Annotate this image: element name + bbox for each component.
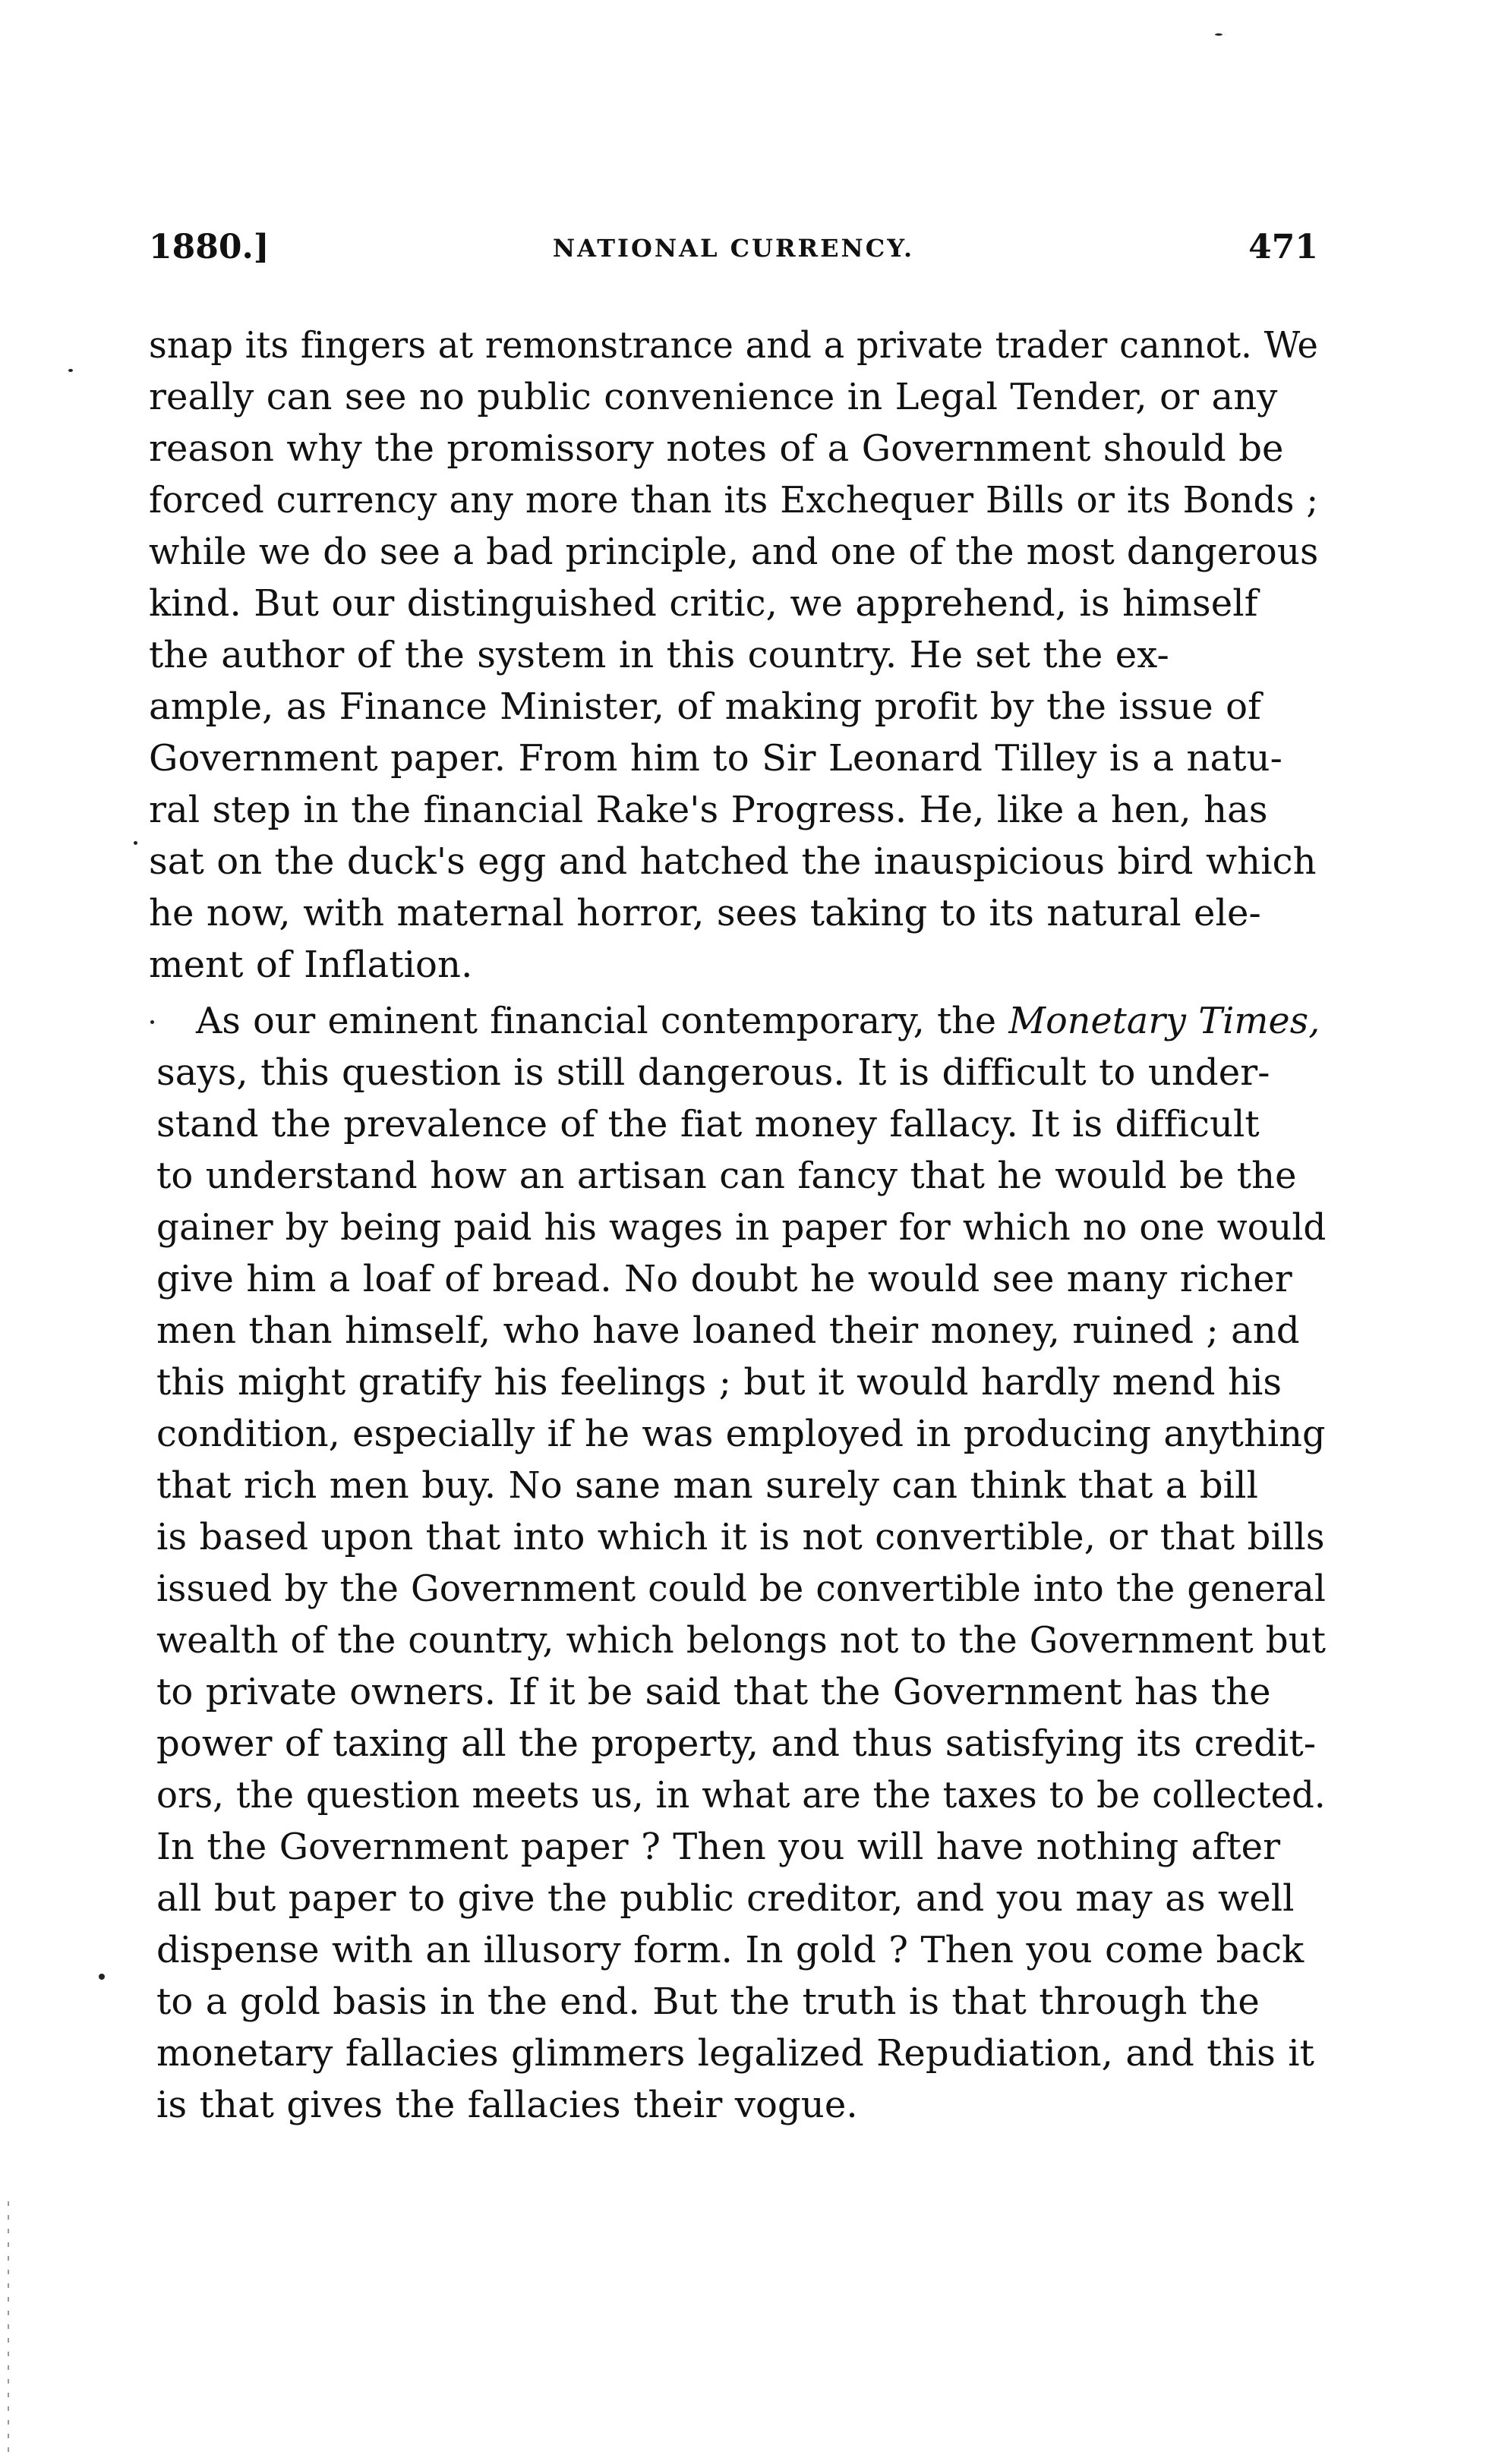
text-line: to a gold basis in the end. But the truth is that through the <box>156 1980 1260 2023</box>
page-number: 471 <box>1248 228 1318 266</box>
text-line: In the Government paper ? Then you will have nothing after <box>156 1826 1281 1868</box>
text-line: dispense with an illusory form. In gold ? Then you come back <box>156 1929 1305 1971</box>
text-line: is that gives the fallacies their vogue. <box>156 2084 858 2126</box>
text-line: stand the prevalence of the fiat money fallacy. It is difficult <box>156 1103 1260 1145</box>
text-line: reason why the promissory notes of a Government should be <box>149 427 1284 470</box>
text-line: Government paper. From him to Sir Leonard Tilley is a natu- <box>149 737 1282 780</box>
text-line: forced currency any more than its Exchequer Bills or its Bonds ; <box>149 479 1319 521</box>
text-line: sat on the duck's egg and hatched the inauspicious bird which <box>149 840 1317 883</box>
text-line: while we do see a bad principle, and one of the most dangerous <box>149 531 1319 573</box>
text-line: to understand how an artisan can fancy that he would be the <box>156 1155 1297 1197</box>
text-line-first <box>196 999 1320 1043</box>
text-line: is based upon that into which it is not convertible, or that bills <box>156 1516 1325 1558</box>
text-run: As our eminent financial contemporary, the <box>196 1000 1009 1042</box>
text-line: give him a loaf of bread. No doubt he would see many richer <box>156 1258 1292 1300</box>
text-line: says, this question is still dangerous. It is difficult to under- <box>156 1051 1270 1094</box>
scan-speck <box>150 1020 154 1024</box>
running-header <box>149 228 1318 281</box>
text-line: wealth of the country, which belongs not to the Government but <box>156 1619 1327 1662</box>
text-line: gainer by being paid his wages in paper for which no one would <box>156 1206 1327 1249</box>
scan-speck <box>68 369 73 372</box>
header-year: 1880.] <box>149 228 270 266</box>
text-line: kind. But our distinguished critic, we apprehend, is himself <box>149 582 1258 625</box>
text-line: that rich men buy. No sane man surely can think that a bill <box>156 1464 1259 1507</box>
scan-speck <box>134 841 137 845</box>
text-line: issued by the Government could be convertible into the general <box>156 1568 1326 1610</box>
scan-speck <box>99 1974 105 1980</box>
text-line: ors, the question meets us, in what are the taxes to be collected. <box>156 1774 1326 1816</box>
text-line: ample, as Finance Minister, of making profit by the issue of <box>149 685 1262 728</box>
text-line: this might gratify his feelings ; but it would hardly mend his <box>156 1361 1282 1404</box>
text-line: snap its fingers at remonstrance and a private trader cannot. We <box>149 324 1319 367</box>
text-line: men than himself, who have loaned their money, ruined ; and <box>156 1309 1300 1352</box>
scan-edge <box>8 2201 9 2459</box>
text-line: power of taxing all the property, and thus satisfying its credit- <box>156 1722 1317 1765</box>
text-line: ral step in the financial Rake's Progress. He, like a hen, has <box>149 789 1268 831</box>
text-line: to private owners. If it be said that the Government has the <box>156 1671 1271 1713</box>
text-line: the author of the system in this country. He set the ex- <box>149 634 1169 676</box>
text-line: he now, with maternal horror, sees taking to its natural ele- <box>149 892 1261 934</box>
scan-speck <box>1215 33 1222 36</box>
text-line: all but paper to give the public creditor, and you may as well <box>156 1877 1295 1920</box>
text-line: ment of Inflation. <box>149 944 473 986</box>
text-line: monetary fallacies glimmers legalized Repudiation, and this it <box>156 2032 1315 2075</box>
italic-title: Monetary Times, <box>1008 1000 1320 1042</box>
text-line: condition, especially if he was employed in producing anything <box>156 1413 1326 1455</box>
text-line: really can see no public convenience in Legal Tender, or any <box>149 376 1278 418</box>
header-title: NATIONAL CURRENCY. <box>552 234 915 263</box>
